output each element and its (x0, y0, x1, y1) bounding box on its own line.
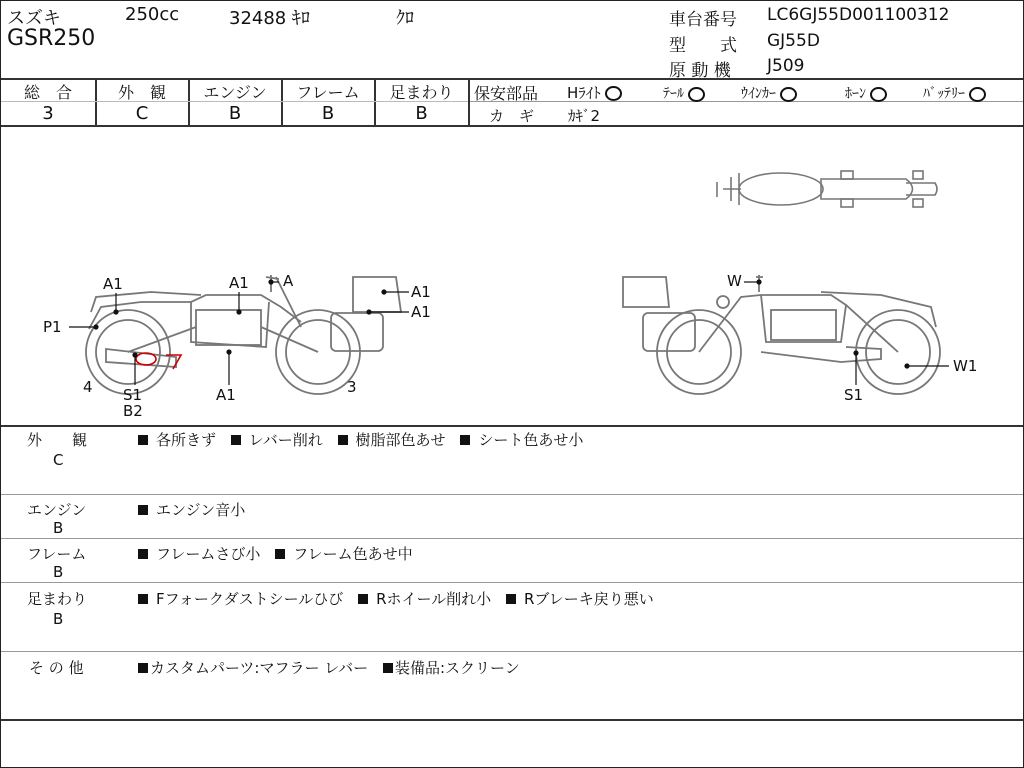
grade-label-overall: 総 合 (23, 83, 72, 102)
mark-label: A1 (411, 283, 431, 301)
mark-label: A1 (229, 274, 249, 292)
note-items-frame: フレームさび小 フレーム色あせ中 (138, 543, 413, 564)
note-grade-engine: B (53, 519, 64, 537)
safety-battery: ﾊﾞｯﾃﾘｰ (923, 83, 986, 103)
maker: スズキ (7, 8, 61, 29)
right-side-bike (623, 275, 940, 394)
left-side-bike (86, 275, 401, 394)
divider (1, 651, 1023, 652)
bullet-icon (460, 435, 470, 445)
mark-label: 3 (347, 378, 357, 396)
mark-label: A (283, 272, 294, 290)
note-label-suspension: 足まわり (27, 590, 88, 608)
grade-value-suspension: B (415, 103, 428, 124)
bullet-icon (138, 505, 148, 515)
note-grade-frame: B (53, 563, 64, 581)
mark-label: A1 (103, 275, 123, 293)
grade-value-engine: B (228, 103, 242, 124)
note-items-engine: エンジン音小 (138, 499, 245, 520)
model-name: GSR250 (7, 26, 96, 51)
note-label-other: そ の 他 (29, 659, 84, 677)
note-label-exterior: 外 観 (27, 431, 88, 449)
note-items-other: カスタムパーツ:マフラー レバー 装備品:スクリーン (138, 657, 520, 678)
bullet-icon (338, 435, 348, 445)
bullet-icon (138, 435, 148, 445)
safety-label: 保安部品 (474, 84, 539, 103)
engine-label: 原 動 機 (669, 61, 731, 81)
key-label: カ ギ (489, 107, 535, 125)
divider (1, 719, 1023, 721)
safety-tail: ﾃｰﾙ (663, 83, 705, 103)
divider (1, 425, 1023, 427)
mark-label: W (727, 272, 742, 290)
mileage: 32488 ｷﾛ (229, 8, 310, 29)
frame-number: LC6GJ55D001100312 (767, 5, 950, 25)
engine-model: J509 (767, 56, 805, 76)
safety-headlight: Hﾗｲﾄ (567, 82, 622, 103)
mark-label: W1 (953, 357, 978, 375)
bullet-icon (358, 594, 368, 604)
note-grade-exterior: C (53, 451, 64, 469)
bullet-icon (138, 663, 148, 673)
mark-label: B2 (123, 402, 143, 420)
grade-value-frame: B (321, 103, 335, 124)
bullet-icon (383, 663, 393, 673)
color: ｸﾛ (396, 8, 414, 29)
grade-value-overall: 3 (42, 103, 54, 124)
grade-label-engine: エンジン (203, 83, 267, 102)
mark-label: A1 (411, 303, 431, 321)
mark-label: P1 (43, 318, 62, 336)
divider (1, 494, 1023, 495)
mark-label: A1 (216, 386, 236, 404)
ok-circle-icon (870, 87, 887, 102)
grade-label-exterior: 外 観 (117, 83, 166, 102)
note-items-exterior: 各所きず レバー削れ 樹脂部色あせ シート色あせ小 (138, 429, 583, 450)
ok-circle-icon (780, 87, 797, 102)
bullet-icon (138, 549, 148, 559)
mark-label: S1 (123, 386, 143, 404)
grade-label-frame: フレーム (296, 83, 360, 102)
mark-label: 4 (83, 378, 93, 396)
ok-circle-icon (688, 87, 705, 102)
key-value: ｶｷﾞ2 (568, 107, 601, 125)
top-view-bike (717, 171, 937, 207)
note-items-suspension: Fフォークダストシールひび Rホイール削れ小 Rブレーキ戻り悪い (138, 588, 654, 609)
grade-value-exterior: C (135, 103, 149, 124)
divider (1, 538, 1023, 539)
ok-circle-icon (969, 87, 986, 102)
ok-circle-icon (605, 86, 622, 101)
frame-number-label: 車台番号 (669, 10, 737, 30)
note-label-frame: フレーム (27, 545, 87, 563)
safety-winker: ｳｲﾝｶｰ (741, 83, 797, 103)
model-type: GJ55D (767, 31, 820, 51)
displacement: 250cc (125, 4, 180, 25)
bullet-icon (231, 435, 241, 445)
grade-label-suspension: 足まわり (389, 83, 454, 102)
mark-label: S1 (844, 386, 864, 404)
type-label: 型 式 (669, 36, 737, 56)
note-grade-suspension: B (53, 610, 64, 628)
bullet-icon (138, 594, 148, 604)
bike-diagram (1, 127, 1023, 425)
note-label-engine: エンジン (27, 501, 87, 519)
divider (1, 582, 1023, 583)
safety-horn: ﾎｰﾝ (845, 83, 887, 103)
bullet-icon (275, 549, 285, 559)
bullet-icon (506, 594, 516, 604)
